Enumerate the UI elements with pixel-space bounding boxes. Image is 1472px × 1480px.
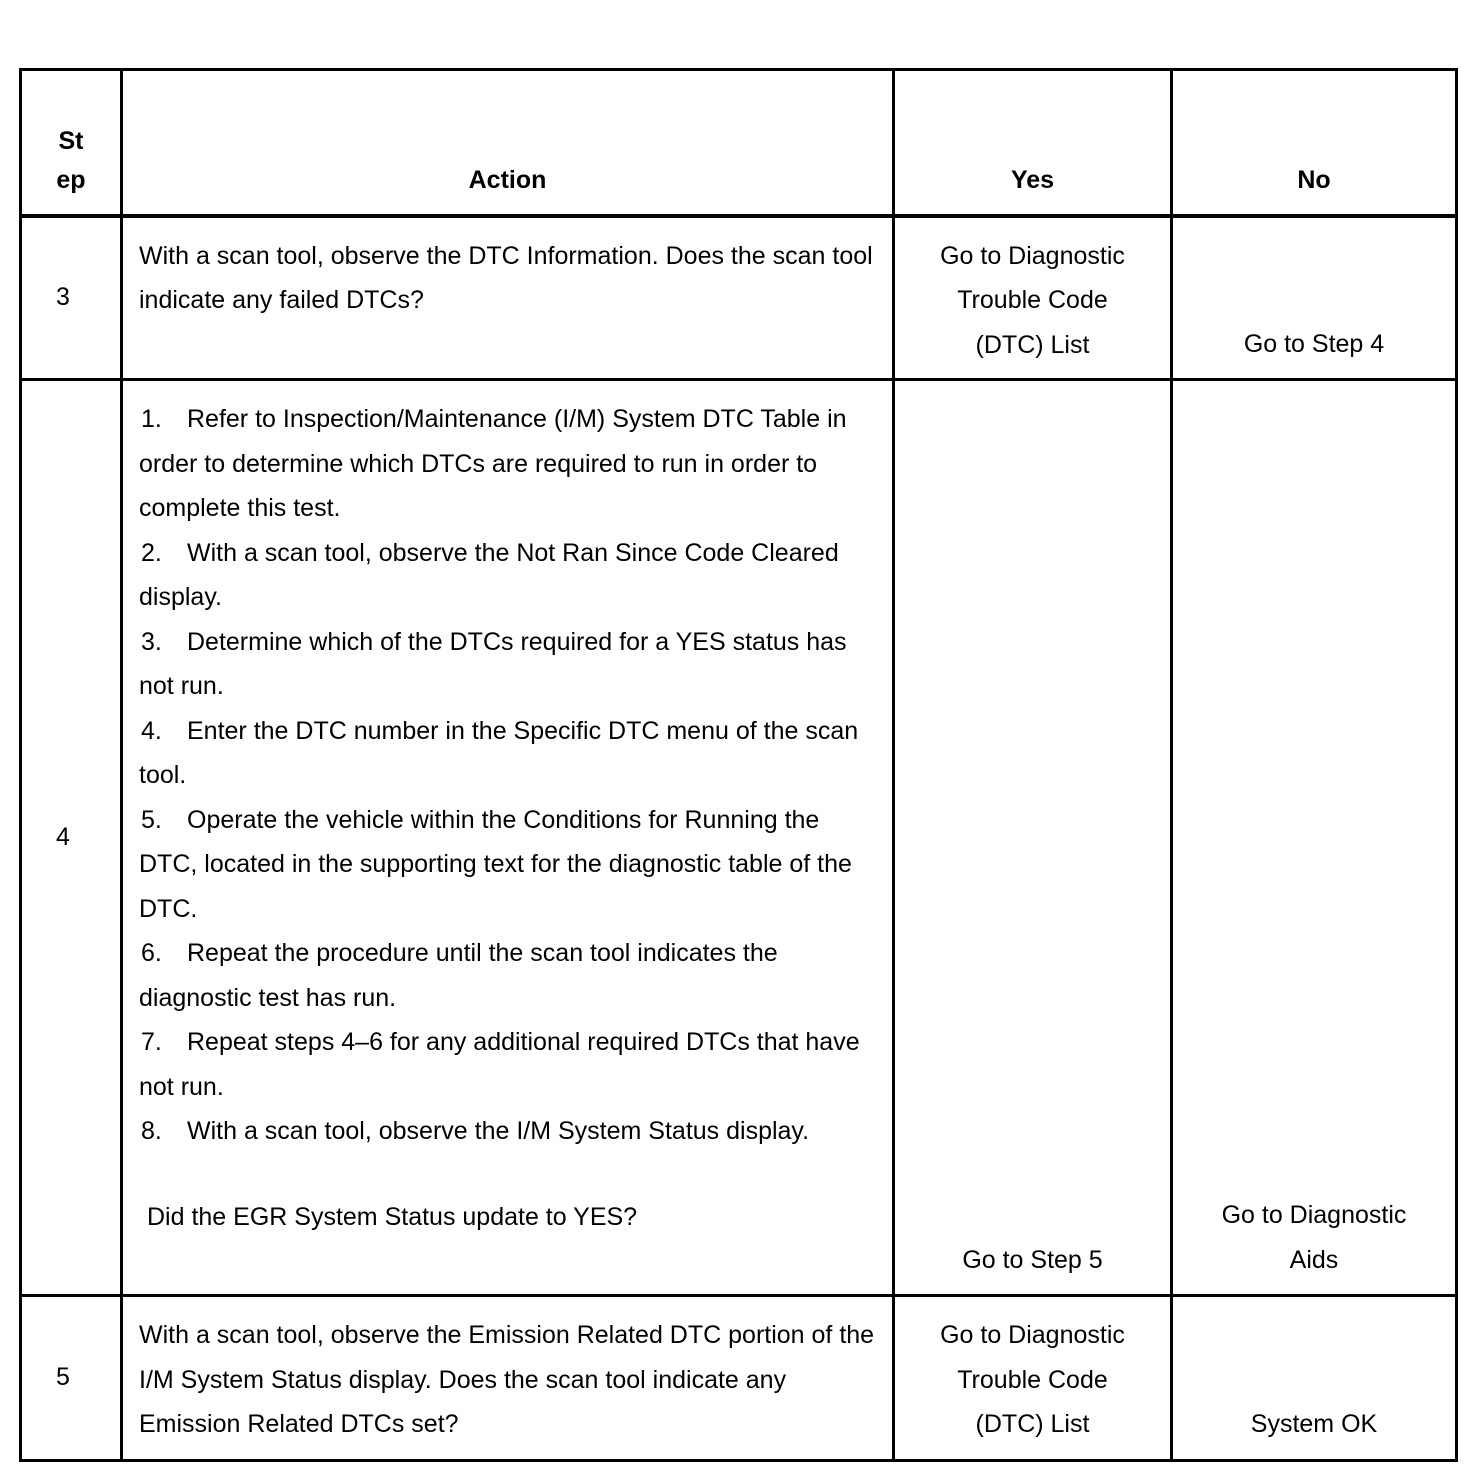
- action-step-number: 1.: [141, 405, 162, 433]
- yes-result: [894, 1296, 1172, 1461]
- action-step-text: Operate the vehicle within the Conditions for Running the DTC, located in the supporting text for the diagnostic table of the DTC.: [139, 805, 852, 923]
- action-step-number: 8.: [141, 1117, 162, 1145]
- action-step-text: With a scan tool, observe the Not Ran Since Code Cleared display.: [139, 538, 839, 611]
- yes-result: [894, 216, 1172, 380]
- no-line: Aids: [1289, 1245, 1339, 1274]
- step-number: 5: [21, 1296, 122, 1461]
- action-step-number: 7.: [141, 1028, 162, 1056]
- action-step-item: [139, 1020, 876, 1109]
- action-steps: [122, 380, 894, 1296]
- action-text: With a scan tool, observe the DTC Information. Does the scan tool indicate any failed DTCs?: [122, 216, 894, 380]
- yes-line: Trouble Code: [957, 1365, 1108, 1394]
- action-step-text: Determine which of the DTCs required for a YES status has not run.: [139, 627, 847, 700]
- table-row-step-4: [21, 380, 1457, 1296]
- action-step-item: [139, 620, 876, 709]
- yes-line: Go to Diagnostic: [940, 241, 1125, 270]
- yes-line: (DTC) List: [975, 1410, 1090, 1438]
- yes-line: Trouble Code: [957, 286, 1108, 314]
- action-step-item: [139, 1109, 876, 1154]
- table-row-step-3: [21, 216, 1457, 380]
- action-step-text: Refer to Inspection/Maintenance (I/M) System DTC Table in order to determine which DTCs are required to run in order to complete this test.: [139, 405, 847, 522]
- table-row-step-5: [21, 1296, 1457, 1461]
- header-step: [21, 70, 122, 216]
- action-text: With a scan tool, observe the Emission Related DTC portion of the I/M System Status display. Does the scan tool indicate any Emission Related DTCs set?: [122, 1296, 894, 1461]
- action-step-number: 6.: [141, 939, 162, 967]
- no-result: [1172, 216, 1457, 380]
- action-step-text: Repeat the procedure until the scan tool indicates the diagnostic test has run.: [139, 939, 778, 1012]
- yes-line: Go to Diagnostic: [940, 1321, 1125, 1349]
- action-step-text: Enter the DTC number in the Specific DTC menu of the scan tool.: [139, 716, 859, 789]
- no-line: Go to Diagnostic: [1221, 1201, 1407, 1229]
- header-step-line1: St: [58, 126, 84, 155]
- action-step-text: With a scan tool, observe the I/M System Status display.: [187, 1117, 810, 1145]
- action-step-number: 4.: [141, 716, 162, 745]
- step-number: 3: [21, 216, 122, 380]
- diagnostic-table: [19, 68, 1458, 1462]
- action-step-item: [139, 931, 876, 1020]
- action-step-item: [139, 798, 876, 932]
- no-line: System OK: [1250, 1410, 1378, 1438]
- action-step-item: [139, 709, 876, 798]
- action-step-list: [139, 397, 876, 1154]
- yes-result: [894, 380, 1172, 1296]
- no-line: Go to Step 4: [1243, 329, 1385, 358]
- step-number: 4: [21, 380, 122, 1296]
- action-step-item: [139, 531, 876, 620]
- no-result: [1172, 380, 1457, 1296]
- header-no: No: [1172, 70, 1457, 216]
- header-yes: Yes: [894, 70, 1172, 216]
- action-question: Did the EGR System Status update to YES?: [147, 1202, 638, 1231]
- table-header: [21, 70, 1457, 216]
- action-step-number: 2.: [141, 538, 162, 567]
- header-action: Action: [122, 70, 894, 216]
- action-step-text: Repeat steps 4–6 for any additional required DTCs that have not run.: [139, 1028, 860, 1101]
- action-step-number: 3.: [141, 627, 162, 656]
- action-step-item: [139, 397, 876, 531]
- no-result: [1172, 1296, 1457, 1461]
- action-step-number: 5.: [141, 805, 162, 834]
- header-step-line2: ep: [56, 165, 86, 194]
- yes-line: (DTC) List: [975, 330, 1090, 359]
- yes-line: Go to Step 5: [962, 1245, 1103, 1274]
